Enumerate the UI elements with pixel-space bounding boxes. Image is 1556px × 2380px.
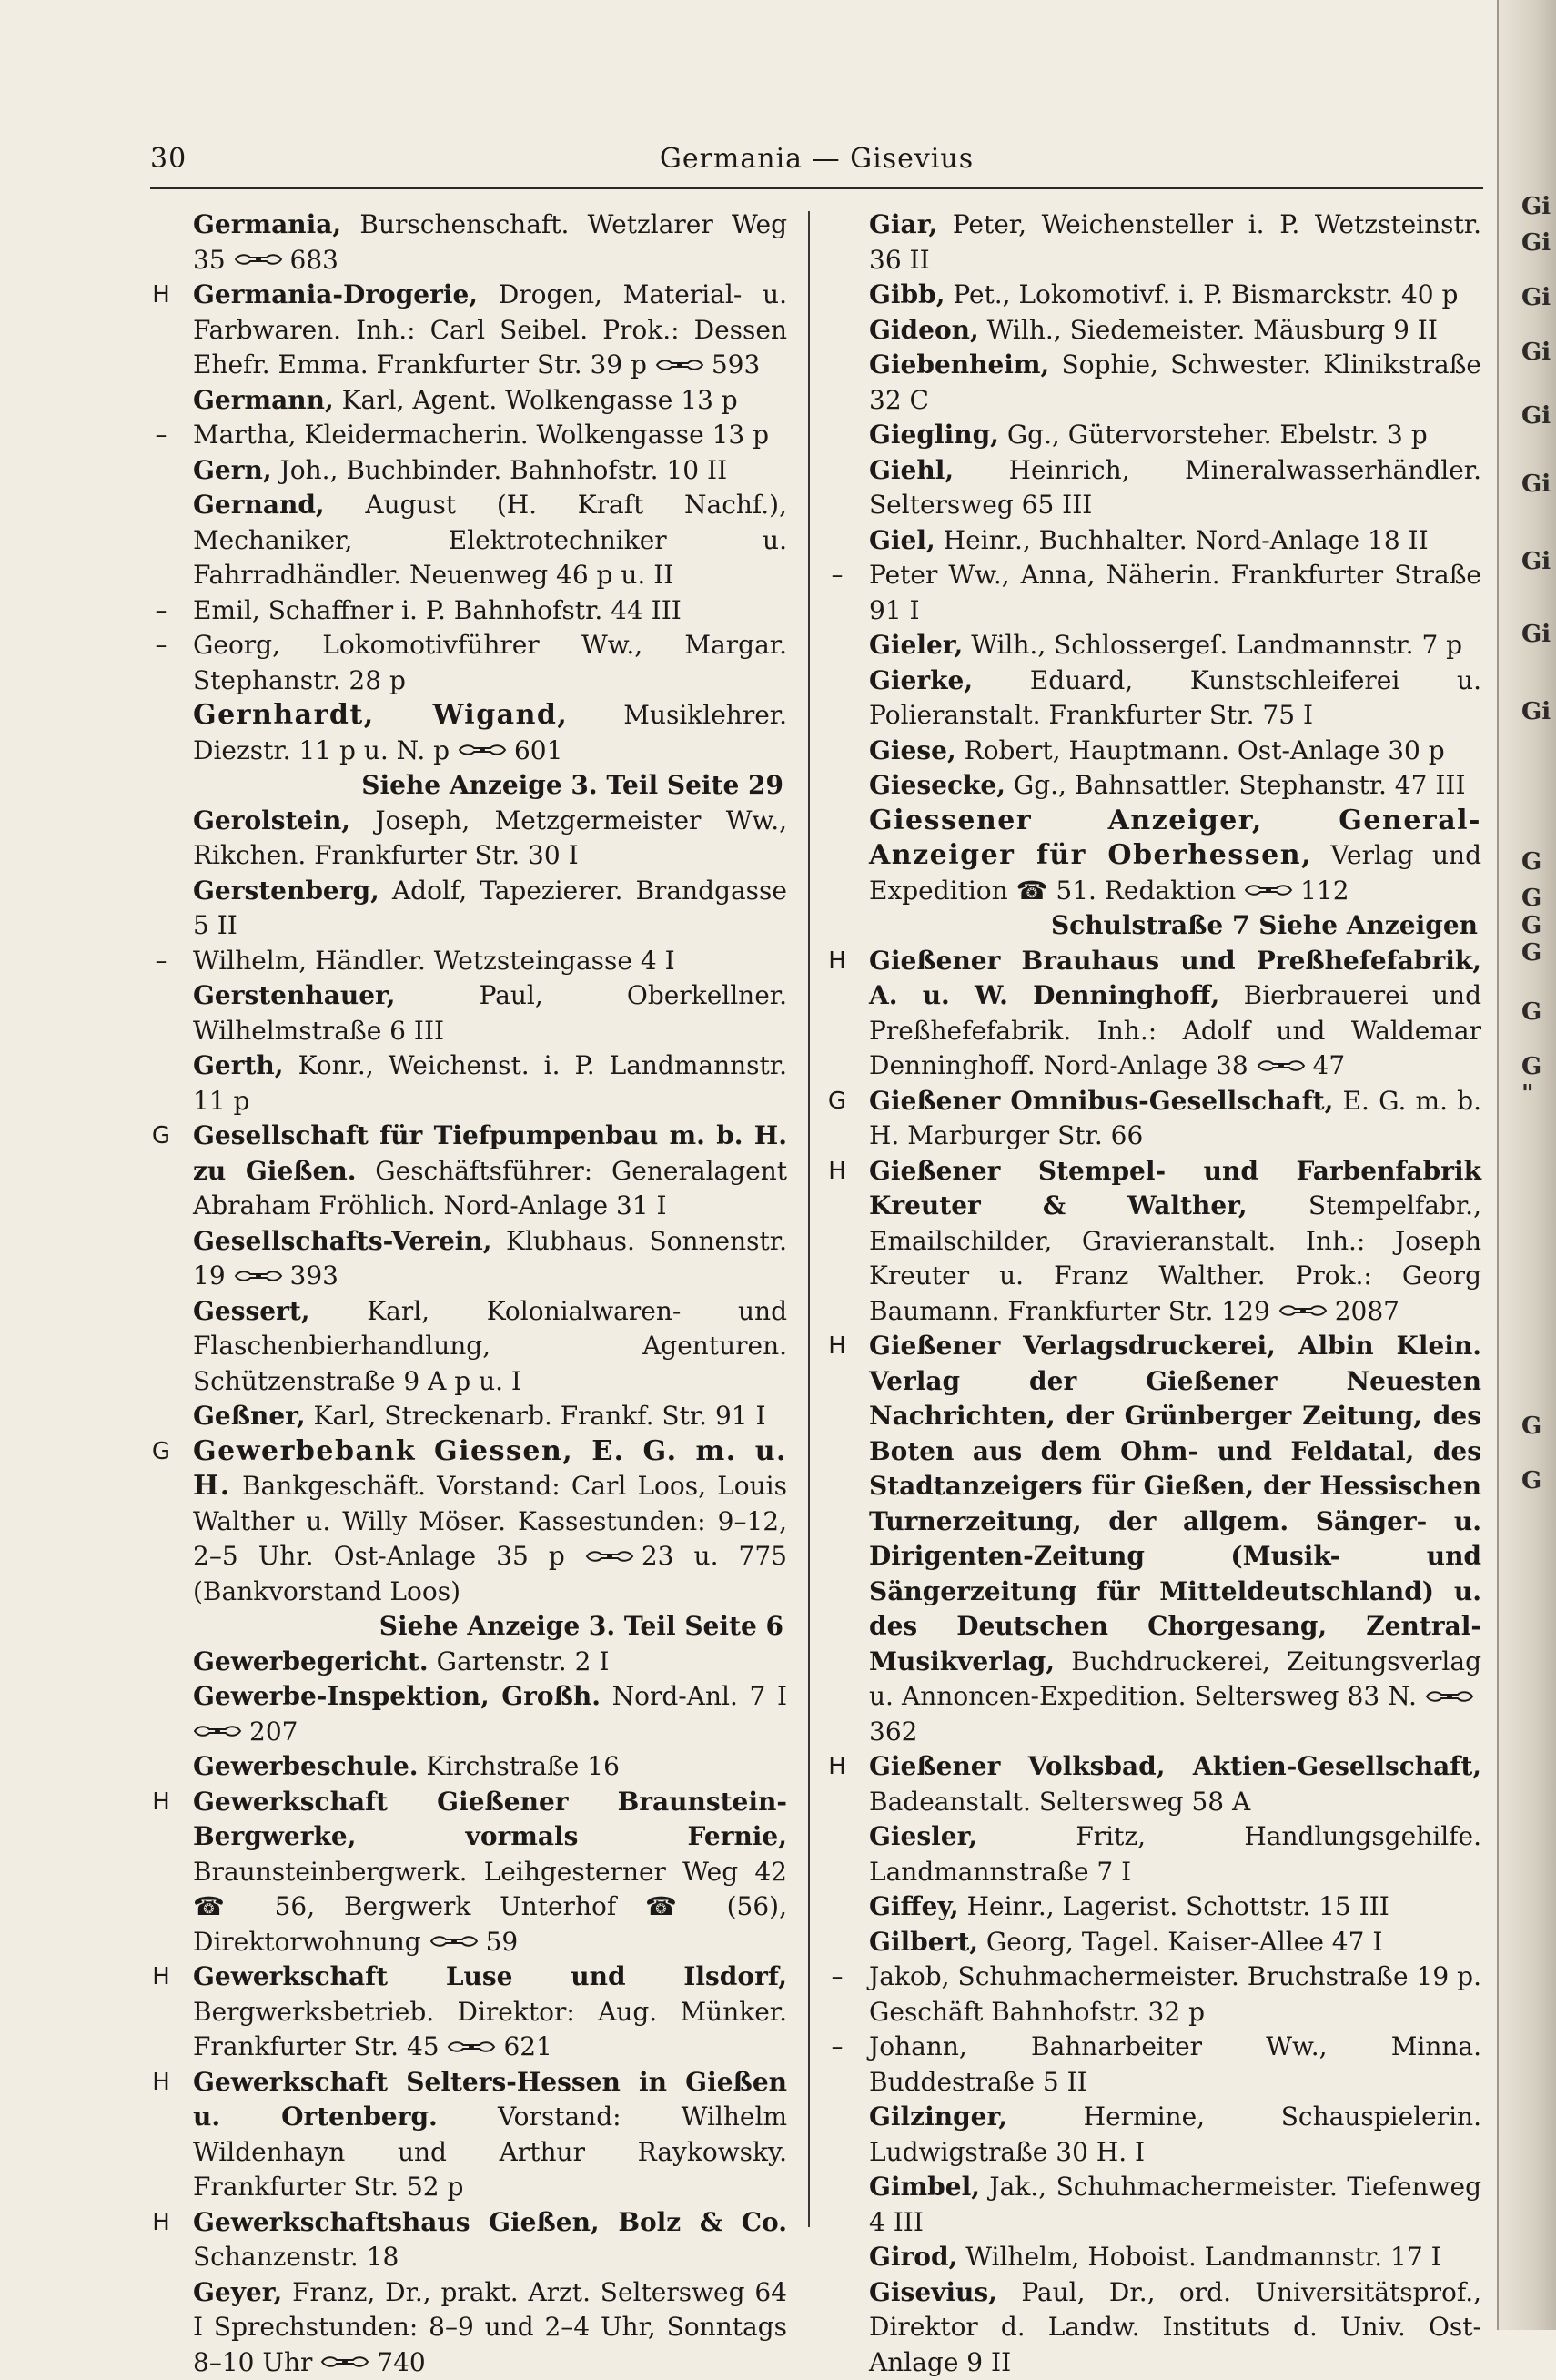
telephone-number: 683 [290,245,338,275]
entry-name: Gernand, [193,490,325,520]
directory-entry [825,1889,1485,1925]
facing-page-fragment: G [1521,912,1541,939]
directory-entry [825,663,1485,734]
directory-entry [825,804,1485,944]
advertisement-reference: Siehe Anzeige 3. Teil Seite 6 [193,1609,787,1645]
entry-name: Gießener Stempel- und Farbenfabrik Kreuter & Walther, [869,1156,1481,1221]
facing-page-fragment: Gi [1521,548,1551,575]
directory-entry [149,698,791,804]
directory-entry [825,453,1485,523]
directory-entry [149,453,791,489]
directory-entry [825,734,1485,769]
directory-entry [825,313,1485,349]
telephone-icon [193,1725,242,1737]
entry-name: Germania, [193,209,341,239]
advertisement-reference: Siehe Anzeige 3. Teil Seite 29 [193,768,787,804]
entry-name: Giese, [869,735,956,765]
advertisement-reference: Schulstraße 7 Siehe Anzeigen [869,908,1481,944]
entry-name: Giesecke, [869,770,1005,800]
right-column [825,208,1485,2380]
entry-name: Gilzinger, [869,2101,1007,2132]
directory-entry [149,2275,791,2380]
directory-entry [825,2100,1485,2170]
entry-details: Klubhaus. Sonnenstr. 19 [193,1226,787,1291]
directory-entry [149,2205,791,2275]
entry-details: Vorstand: Wilhelm Wildenhayn und Arthur Raykowsky. Frankfurter Str. 52 p [193,2101,787,2202]
directory-entry [149,804,791,874]
entry-details: Stempelfabr., Emailschilder, Gravieranstalt. Inh.: Joseph Kreuter u. Franz Walther. Prok.: Georg Baumann. Frankfurter Str. 129 [869,1190,1481,1326]
directory-entry [825,1819,1485,1889]
entry-name: Gierke, [869,665,973,695]
running-head: Germania — Gisevius [150,143,1483,175]
telephone-number: 112 [1300,876,1349,906]
entry-name: Giebenheim, [869,349,1049,380]
entry-details: Georg, Tagel. Kaiser-Allee 47 I [986,1927,1382,1957]
entry-name: Germania-Drogerie, [193,279,478,309]
directory-entry [149,1399,791,1434]
entry-name: Gewerbegericht. [193,1646,429,1676]
directory-entry [825,523,1485,559]
entry-name: Gimbel, [869,2172,980,2202]
entry-name: Gideon, [869,315,979,345]
directory-entry [149,1785,791,1960]
directory-entry [149,874,791,944]
entry-details: Fritz, Handlungsgehilfe. Landmannstraße 7 I [869,1821,1481,1887]
entry-details: Gg., Bahnsattler. Stephanstr. 47 III [1014,770,1466,800]
entry-details: Bankgeschäft. Vorstand: Carl Loos, Louis Walther u. Willy Möser. Kassestunden: 9–12, 2–5 Uhr. Ost-Anlage 35 p [193,1471,787,1571]
entry-details: Sophie, Schwester. Klinikstraße 32 C [869,349,1481,415]
entry-details: Nord-Anl. 7 I [612,1681,787,1711]
directory-entry [825,628,1485,663]
facing-page-fragment: Gi [1521,698,1551,725]
directory-entry [825,1329,1485,1749]
entry-details: Schanzenstr. 18 [193,2242,399,2272]
entry-details: Robert, Hauptmann. Ost-Anlage 30 p [965,735,1445,765]
directory-entry [149,1048,791,1119]
directory-entry [825,944,1485,1084]
entry-marker: – [149,593,173,629]
directory-entry [149,418,791,453]
directory-entry [149,1119,791,1224]
entry-name: Gisevius, [869,2277,997,2307]
entry-marker: H [149,278,173,313]
telephone-number: 740 [377,2347,425,2377]
directory-entry [149,1645,791,1680]
entry-name: Gewerkschaftshaus Gießen, Bolz & Co. [193,2207,787,2237]
telephone-number: 23 u. 775 (Bankvorstand Loos) [193,1541,787,1606]
entry-details: Martha, Kleidermacherin. Wolkengasse 13 p [193,420,769,450]
entry-name: Geyer, [193,2277,282,2307]
entry-details: Gg., Gütervorsteher. Ebelstr. 3 p [1007,420,1428,450]
entry-details: Badeanstalt. Seltersweg 58 A [869,1787,1250,1817]
directory-entry [149,593,791,629]
entry-name: Gieler, [869,630,963,660]
entry-marker: – [825,558,849,593]
facing-page-fragment: G [1521,1467,1541,1494]
directory-entry [149,1749,791,1785]
directory-entry [825,558,1485,628]
column-divider [808,211,810,2227]
facing-page-fragment: G [1521,1053,1541,1080]
entry-details: Musiklehrer. Diezstr. 11 p u. N. p [193,700,787,765]
entry-marker: – [149,628,173,663]
entry-details: Jakob, Schuhmachermeister. Bruchstraße 19 p. Geschäft Bahnhofstr. 32 p [869,1961,1481,2027]
directory-entry [825,1154,1485,1330]
directory-entry [149,1679,791,1749]
entry-details: Karl, Kolonialwaren- und Flaschenbierhandlung, Agenturen. Schützenstraße 9 A p u. I [193,1296,787,1396]
entry-details: Adolf, Tapezierer. Brandgasse 5 II [193,876,787,941]
directory-entry [149,488,791,593]
directory-entry [825,2275,1485,2380]
entry-details: Hermine, Schauspielerin. Ludwigstraße 30 H. I [869,2101,1481,2167]
directory-entry [825,1960,1485,2030]
telephone-icon [1425,1690,1474,1703]
entry-details: Johann, Bahnarbeiter Ww., Minna. Buddestraße 5 II [869,2031,1481,2097]
entry-marker: G [149,1119,173,1154]
directory-entry [149,1224,791,1294]
facing-page-fragment: Gi [1521,284,1551,311]
entry-name: Gessert, [193,1296,310,1326]
facing-page-fragment: G [1521,1413,1541,1440]
entry-details: Bergwerksbetrieb. Direktor: Aug. Münker. Frankfurter Str. 45 [193,1997,787,2062]
entry-marker: G [825,1084,849,1119]
telephone-icon [429,1935,479,1948]
telephone-number: 393 [290,1261,338,1291]
entry-details: Wilhelm, Hoboist. Landmannstr. 17 I [965,2242,1440,2272]
entry-name: Gerth, [193,1050,284,1080]
telephone-number: 621 [503,2031,551,2061]
facing-page-fragment: G [1521,885,1541,912]
directory-entry [149,1434,791,1645]
entry-details: August (H. Kraft Nachf.), Mechaniker, Elektrotechniker u. Fahrradhändler. Neuenweg 46 p u. II [193,490,787,590]
directory-entry [149,978,791,1048]
telephone-icon [234,1270,283,1282]
facing-page-fragment: G [1521,998,1541,1026]
telephone-number: 593 [712,349,760,380]
entry-details: Emil, Schaffner i. P. Bahnhofstr. 44 III [193,595,682,625]
telephone-number: 601 [514,735,562,765]
entry-marker: H [825,944,849,979]
directory-entry [825,1925,1485,1960]
entry-name: Giffey, [869,1891,959,1921]
entry-name: Giel, [869,525,935,555]
entry-marker: – [825,1960,849,1995]
left-column [149,208,791,2380]
entry-marker: H [825,1329,849,1364]
telephone-icon [585,1550,634,1563]
entry-details: Geschäftsführer: Generalagent Abraham Fröhlich. Nord-Anlage 31 I [193,1156,787,1221]
entry-name: Germann, [193,385,334,415]
entry-details: Wilh., Schlossergeſ. Landmannstr. 7 p [971,630,1462,660]
facing-page-fragment: Gi [1521,193,1551,220]
telephone-icon [458,744,507,756]
entry-marker: – [149,944,173,979]
entry-details: Heinr., Lagerist. Schottstr. 15 III [967,1891,1389,1921]
entry-name: Geßner, [193,1401,306,1431]
entry-details: Pet., Lokomotivf. i. P. Bismarckstr. 40 p [953,279,1458,309]
entry-name: Gewerbe-Inspektion, Großh. [193,1681,601,1711]
directory-entry [825,2030,1485,2100]
telephone-icon [1257,1059,1306,1072]
entry-details: Paul, Oberkellner. Wilhelmstraße 6 III [193,980,787,1046]
directory-entry [149,208,791,278]
entry-details: Karl, Streckenarb. Frankf. Str. 91 I [314,1401,766,1431]
entry-name: Girod, [869,2242,957,2272]
entry-details: Eduard, Kunstschleiferei u. Polieranstalt. Frankfurter Str. 75 I [869,665,1481,731]
directory-entry [149,1960,791,2065]
entry-name: Gibb, [869,279,945,309]
entry-details: Franz, Dr., prakt. Arzt. Seltersweg 64 I Sprechstunden: 8–9 und 2–4 Uhr, Sonntags 8–10 Uhr [193,2277,787,2377]
directory-entry [825,208,1485,278]
entry-details: E. G. m. b. H. Marburger Str. 66 [869,1086,1481,1151]
facing-page-fragment: Gi [1521,402,1551,430]
entry-marker: H [149,2065,173,2101]
facing-page-fragment: Gi [1521,471,1551,498]
entry-details: Braunsteinbergwerk. Leihgesterner Weg 42 ☎ 56, Bergwerk Unterhof ☎ (56), Direktorwohnung [193,1857,787,1957]
entry-marker: – [149,418,173,453]
entry-details: Georg, Lokomotivführer Ww., Margar. Stephanstr. 28 p [193,630,787,695]
entry-name: Gewerbeschule. [193,1751,419,1781]
entry-details: Karl, Agent. Wolkengasse 13 p [342,385,738,415]
telephone-number: 2087 [1335,1296,1399,1326]
facing-page-fragment: Gi [1521,621,1551,648]
page-header [150,141,1483,189]
entry-name: Gerolstein, [193,805,350,836]
entry-name: Gerstenberg, [193,876,379,906]
entry-details: Bierbrauerei und Preßhefefabrik. Inh.: Adolf und Waldemar Denninghoff. Nord-Anlage 38 [869,980,1481,1080]
entry-marker: H [149,1960,173,1995]
entry-marker: H [149,2205,173,2241]
directory-entry [149,2065,791,2205]
entry-details: Joseph, Metzgermeister Ww., Rikchen. Frankfurter Str. 30 I [193,805,787,871]
telephone-icon [1278,1304,1328,1317]
telephone-icon [447,2041,496,2053]
entry-name: Gilbert, [869,1927,978,1957]
entry-name: Gernhardt, Wigand, [193,699,568,731]
entry-details: Verlag und Expedition ☎ 51. Redaktion [869,840,1481,906]
telephone-number: 362 [869,1717,917,1747]
entry-name: Gießener Omnibus-Gesellschaft, [869,1086,1333,1116]
entry-name: Gewerkschaft Gießener Braunstein-Bergwerke, vormals Fernie, [193,1787,787,1852]
entry-name: Gießener Brauhaus und Preßhefefabrik, A. u. W. Denninghoff, [869,946,1481,1011]
entry-name: Gern, [193,455,272,485]
entry-name: Giessener Anzeiger, General-Anzeiger für Oberhessen, [869,805,1481,872]
entry-name: Giesler, [869,1821,977,1851]
entry-details: Heinr., Buchhalter. Nord-Anlage 18 II [944,525,1429,555]
entry-marker: H [825,1154,849,1190]
entry-marker: H [825,1749,849,1785]
telephone-number: 47 [1313,1050,1346,1080]
telephone-icon [1244,884,1293,896]
directory-entry [825,1084,1485,1154]
directory-entry [149,278,791,383]
facing-page-fragment: G [1521,848,1541,876]
entry-marker: H [149,1785,173,1820]
entry-name: Gießener Volksbad, Aktien-Gesellschaft, [869,1751,1481,1781]
facing-page-fragment: " [1521,1080,1534,1108]
page-number: 30 [150,143,187,175]
telephone-icon [234,253,283,266]
entry-details: Peter Ww., Anna, Näherin. Frankfurter Straße 91 I [869,560,1481,625]
directory-entry [825,1749,1485,1819]
directory-entry [825,2240,1485,2275]
entry-name: Gewerbebank Giessen, E. G. m. u. H. [193,1435,787,1503]
entry-details: Jak., Schuhmachermeister. Tiefenweg 4 III [869,2172,1481,2237]
entry-name: Giegling, [869,420,999,450]
entry-details: Burschenschaft. Wetzlarer Weg 35 [193,209,787,275]
entry-marker: – [825,2030,849,2065]
directory-entry [149,944,791,979]
entry-details: Konr., Weichenst. i. P. Landmannstr. 11 p [193,1050,787,1116]
entry-name: Gerstenhauer, [193,980,395,1010]
entry-name: Gießener Verlagsdruckerei, Albin Klein. Verlag der Gießener Neuesten Nachrichten, der Grünberger Zeitung, des Boten aus dem Ohm- und Feldatal, des Stadtanzeigers für Gießen, der Hessischen Turnerzeitung, der allgem. Sänger- u. Dirigenten-Zeitung (Musik- und Sängerzeitung für Mitteldeutschland) u. des Deutschen Chorgesang, Zentral-Musikverlag, [869,1331,1481,1676]
entry-name: Gewerkschaft Selters-Hessen in Gießen u. Ortenberg. [193,2067,787,2132]
telephone-icon [320,2355,369,2368]
entry-name: Gewerkschaft Luse und Ilsdorf, [193,1961,787,1991]
entry-details: Wilh., Siedemeister. Mäusburg 9 II [987,315,1438,345]
entry-details: Paul, Dr., ord. Universitätsprof., Direktor d. Landw. Instituts d. Univ. Ost-Anlage 9 II [869,2277,1481,2377]
directory-entry [825,418,1485,453]
directory-entry [825,278,1485,313]
facing-page-fragment: Gi [1521,229,1551,257]
directory-entry [149,1294,791,1400]
entry-name: Gesellschaft für Tiefpumpenbau m. b. H. zu Gießen. [193,1120,787,1186]
entry-details: Heinrich, Mineralwasserhändler. Seltersweg 65 III [869,455,1481,521]
directory-entry [149,628,791,698]
facing-page-fragment: G [1521,939,1541,967]
entry-details: Wilhelm, Händler. Wetzsteingasse 4 I [193,946,675,976]
entry-details: Kirchstraße 16 [426,1751,619,1781]
entry-details: Gartenstr. 2 I [437,1646,610,1676]
telephone-icon [655,359,704,371]
entry-details: Joh., Buchbinder. Bahnhofstr. 10 II [280,455,728,485]
facing-page-fragment: Gi [1521,339,1551,366]
telephone-number: 59 [486,1927,519,1957]
directory-entry [825,348,1485,418]
entry-details: Drogen, Material- u. Farbwaren. Inh.: Carl Seibel. Prok.: Dessen Ehefr. Emma. Frankfurter Str. 39 p [193,279,787,380]
entry-name: Giehl, [869,455,954,485]
telephone-number: 207 [249,1717,298,1747]
entry-details: Buchdruckerei, Zeitungsverlag u. Annoncen-Expedition. Seltersweg 83 N. [869,1646,1481,1712]
directory-entry [825,2170,1485,2240]
directory-entry [149,383,791,419]
entry-marker: G [149,1434,173,1470]
directory-entry [825,768,1485,804]
entry-name: Giar, [869,209,937,239]
entry-name: Gesellschafts-Verein, [193,1226,492,1256]
entry-details: Peter, Weichensteller i. P. Wetzsteinstr. 36 II [869,209,1481,275]
